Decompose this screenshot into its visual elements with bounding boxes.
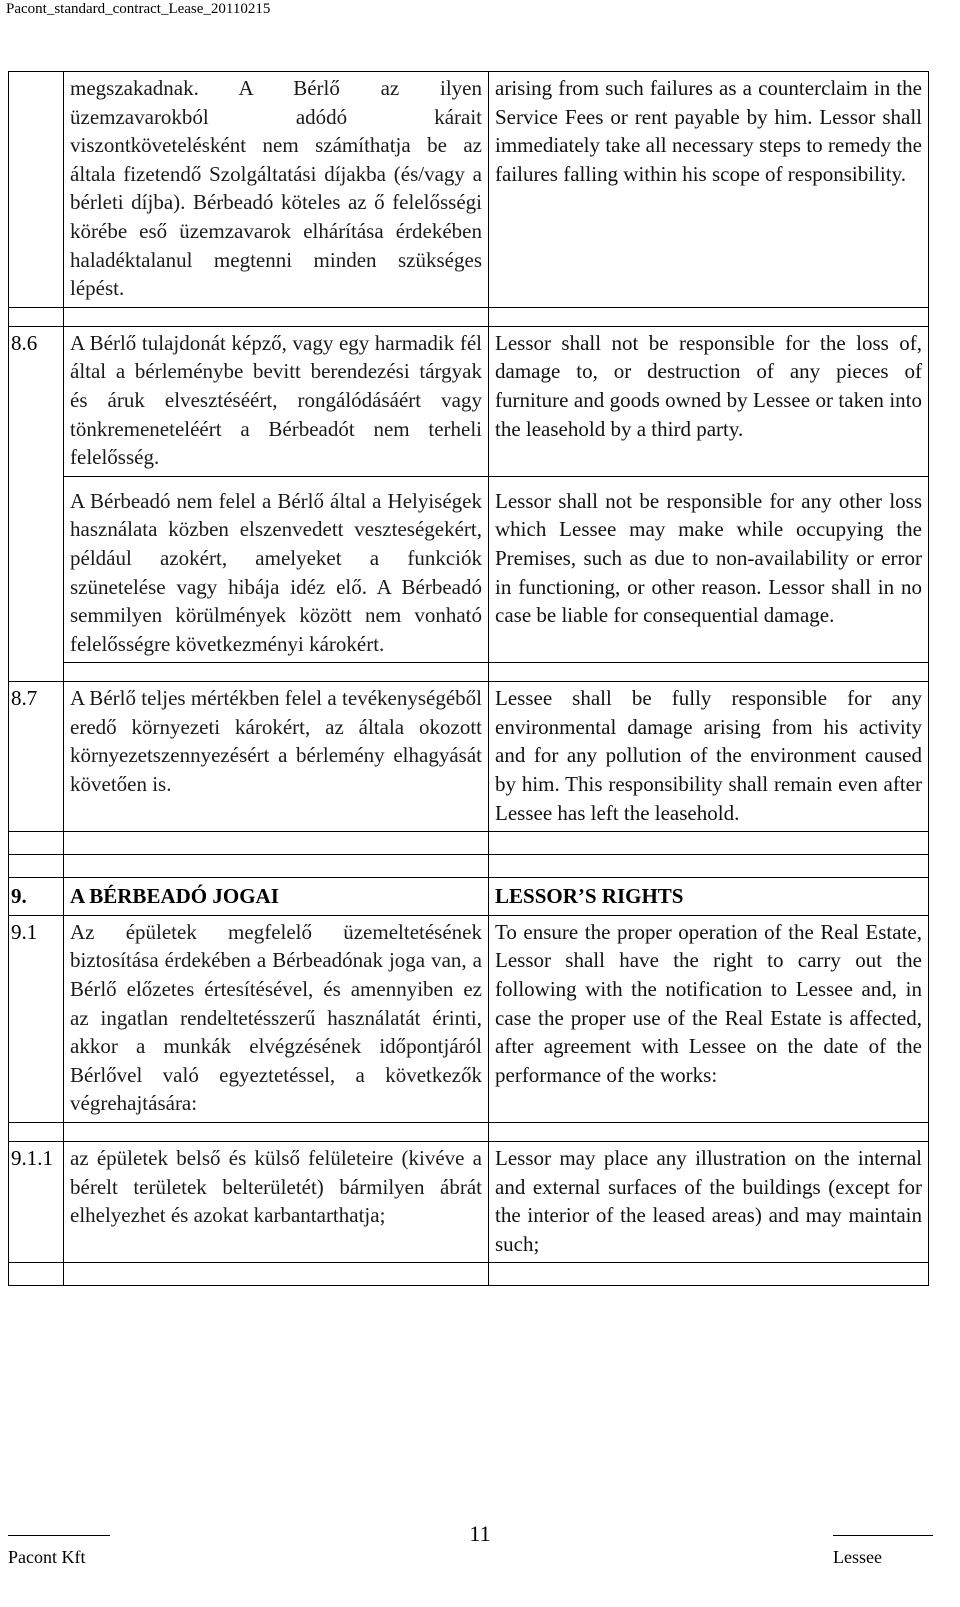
hungarian-text: A Bérbeadó nem felel a Bérlő által a Helyiségek használata közben elszenvedett veszteségekért, például azokért, amelyeket a funkciók szünetelése vagy hibája idéz elő. A Bérbeadó semmilyen körülmények között nem vonható felelősségre következményi károkért. (64, 476, 489, 663)
clause-number: 8.7 (9, 682, 64, 832)
spacer-row (9, 855, 929, 878)
table-row (9, 72, 929, 308)
english-text: Lessor may place any illustration on the internal and external surfaces of the buildings (except for the interior of the leased areas) and may maintain such; (489, 1142, 929, 1263)
hungarian-text: A Bérlő tulajdonát képző, vagy egy harmadik fél által a bérleménybe bevitt berendezési tárgyak és áruk elvesztéséért, rongálódásáért vagy tönkremeneteléért a Bérbeadót nem terheli felelősség. (64, 326, 489, 476)
clause-number: 9.1 (9, 915, 64, 1122)
section-number: 9. (9, 878, 64, 916)
hungarian-text: megszakadnak. A Bérlő az ilyen üzemzavarokból adódó kárait viszontkövetelésként nem számíthatja be az általa fizetendő Szolgáltatási díjakba (és/vagy a bérleti díjba). Bérbeadó köteles az ő felelősségi körébe eső üzemzavarok elhárítása érdekében haladéktalanul megtenni minden szükséges lépést. (64, 72, 489, 308)
signature-line-right (833, 1535, 933, 1536)
clause-number: 8.6 (9, 326, 64, 682)
table-row (9, 1142, 929, 1263)
hungarian-text: Az épületek megfelelő üzemeltetésének biztosítása érdekében a Bérbeadónak joga van, a Bérlő előzetes értesítésével, és amennyiben ez az ingatlan rendeltetésszerű használatát érinti, akkor a munkák elvégzésének időpontjáról Bérlővel való egyeztetéssel, a következők végrehajtására: (64, 915, 489, 1122)
spacer-row (9, 1263, 929, 1286)
hungarian-text: az épületek belső és külső felületeire (kivéve a bérelt területek belterületét) bármilyen ábrát elhelyezhet és azokat karbantarthatja; (64, 1142, 489, 1263)
spacer-row (9, 307, 929, 326)
english-text: Lessee shall be fully responsible for any environmental damage arising from his activity and for any pollution of the environment caused by him. This responsibility shall remain even after Lessee has left the leasehold. (489, 682, 929, 832)
spacer-row (9, 663, 929, 682)
page-footer (0, 1515, 960, 1607)
english-text: To ensure the proper operation of the Real Estate, Lessor shall have the right to carry out the following with the notification to Lessee and, in case the proper use of the Real Estate is affected, after agreement with Lessee on the date of the performance of the works: (489, 915, 929, 1122)
spacer-row (9, 832, 929, 855)
table-row (9, 915, 929, 1122)
clause-number (9, 72, 64, 308)
english-text: arising from such failures as a counterclaim in the Service Fees or rent payable by him. Lessor shall immediately take all necessary steps to remedy the failures falling within his scope of responsibility. (489, 72, 929, 308)
lessee-signature-label: Lessee (833, 1547, 882, 1567)
table-row (9, 476, 929, 663)
table-row (9, 682, 929, 832)
section-title-hungarian: A BÉRBEADÓ JOGAI (64, 878, 489, 916)
section-title-english: LESSOR’S RIGHTS (489, 878, 929, 916)
spacer-row (9, 1123, 929, 1142)
document-header: Pacont_standard_contract_Lease_20110215 (6, 1, 271, 17)
table-row (9, 326, 929, 476)
page-number: 11 (469, 1521, 491, 1546)
lessor-signature-label: Pacont Kft (8, 1547, 86, 1567)
section-heading-row (9, 878, 929, 916)
clause-number: 9.1.1 (9, 1142, 64, 1263)
english-text: Lessor shall not be responsible for any other loss which Lessee may make while occupying the Premises, such as due to non-availability or error in functioning, or other reason. Lessor shall in no case be liable for consequential damage. (489, 476, 929, 663)
contract-table (8, 71, 929, 1286)
hungarian-text: A Bérlő teljes mértékben felel a tevékenységéből eredő környezeti károkért, az általa okozott környezetszennyezésért a bérlemény elhagyását követően is. (64, 682, 489, 832)
english-text: Lessor shall not be responsible for the loss of, damage to, or destruction of any pieces of furniture and goods owned by Lessee or taken into the leasehold by a third party. (489, 326, 929, 476)
